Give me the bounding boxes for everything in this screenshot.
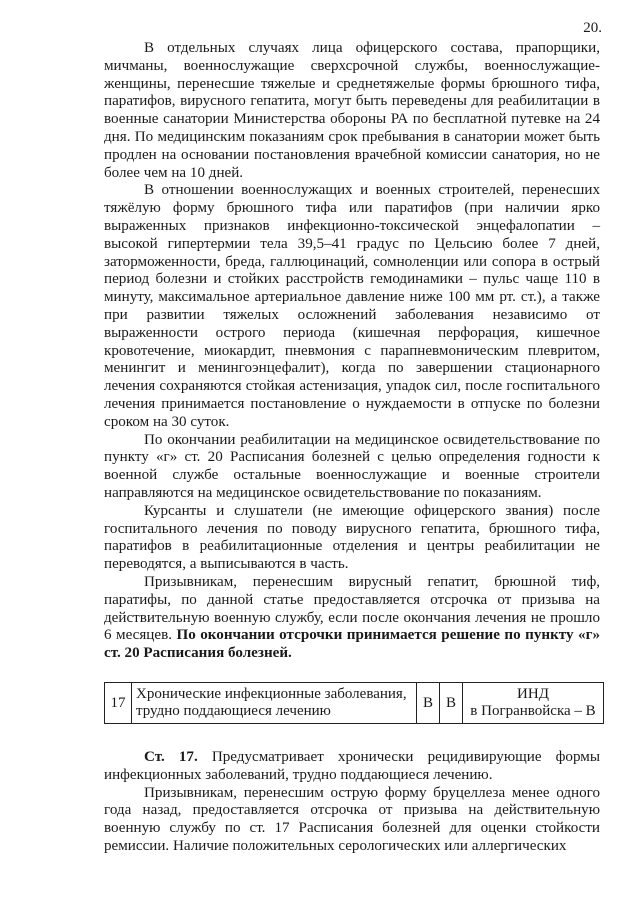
deferral-text: Призывникам, перенесшим вирусный гепатит, брюшной тиф, паратифы, по данной статье предоставляется отсрочка от призыва на действительную военную службу, если после окончания лечения не прошло 6 месяцев. — [104, 573, 600, 644]
lower-text-block — [104, 749, 600, 856]
category-column-1: В — [417, 683, 440, 724]
article-number-cell: 17 — [105, 683, 132, 724]
disease-schedule-table — [104, 682, 604, 724]
deferral-decision-bold: По окончании отсрочки принимается решение по пункту «г» ст. 20 Расписания болезней. — [104, 627, 600, 662]
page-number: 20. — [583, 20, 602, 36]
paragraph-brucellosis: Призывникам, перенесшим острую форму бруцеллеза менее одного года назад, предоставляется отсрочка от призыва на действительную военную службу по ст. 17 Расписания болезней для оценки стойкости ремиссии. Наличие положительных серологических или аллергических — [104, 784, 600, 854]
upper-text-block — [104, 40, 600, 663]
paragraph-reexamination: По окончании реабилитации на медицинское освидетельствование по пункту «г» ст. 20 Расписания болезней с целью определения годности к военной службе остальные военнослужащие и военные строители направляются на медицинское освидетельствование по показаниям. — [104, 431, 600, 501]
article-text: Предусматривает хронически рецидивирующие формы инфекционных заболеваний, трудно поддающиеся лечению. — [104, 749, 600, 783]
category-column-2: В — [440, 683, 463, 724]
paragraph-cadets: Курсанты и слушатели (не имеющие офицерского звания) после госпитального лечения по поводу вирусного гепатита, брюшного тифа, паратифов в реабилитационные отделения и центры реабилитации не переводятся, а выписываются в часть. — [104, 502, 600, 573]
border-troops-label: в Погранвойска – В — [470, 703, 596, 719]
paragraph-conscripts-deferral — [104, 574, 600, 663]
article-17-description — [104, 749, 600, 785]
article-heading: Ст. 17. — [144, 749, 198, 765]
table-row — [105, 683, 604, 724]
disease-description-cell: Хронические инфекционные заболевания, трудно поддающиеся лечению — [132, 683, 417, 724]
ind-label: ИНД — [517, 686, 549, 702]
category-column-3 — [463, 683, 604, 724]
paragraph-sanatorium-rehabilitation: В отдельных случаях лица офицерского состава, прапорщики, мичманы, военнослужащие сверхсрочной службы, военнослужащие-женщины, перенесшие тяжелые и среднетяжелые формы брюшного тифа, паратифов, вирусного гепатита, могут быть переведены для реабилитации в военные санатории Министерства обороны РА по бесплатной путевке на 24 дня. По медицинским показаниям срок пребывания в санатории может быть продлен на основании постановления врачебной комиссии санатория, но не более чем на 10 дней. — [104, 40, 600, 181]
paragraph-severe-typhoid-leave: В отношении военнослужащих и военных строителей, перенесших тяжёлую форму брюшного тифа или паратифов (при наличии ярко выраженных признаков инфекционно-токсической энцефалопатии – высокой гипертермии тела 39,5–41 градус по Цельсию более 7 дней, заторможенности, бреда, галлюцинаций, сомноленции или сопора в острый период болезни и стойких расстройств гемодинамики – пульс чаще 110 в минуту, максимальное артериальное давление ниже 100 мм рт. ст.), а также при развитии тяжелых осложнений заболевания независимо от выраженности острого периода (кишечная перфорация, кишечное кровотечение, миокардит, пневмония с парапневмоническим плевритом, менингит и менингоэнцефалит), когда по завершении стационарного лечения сохраняются стойкая астенизация, упадок сил, после госпитального лечения принимается постановление о нуждаемости в отпуске по болезни сроком на 30 суток. — [104, 182, 600, 430]
